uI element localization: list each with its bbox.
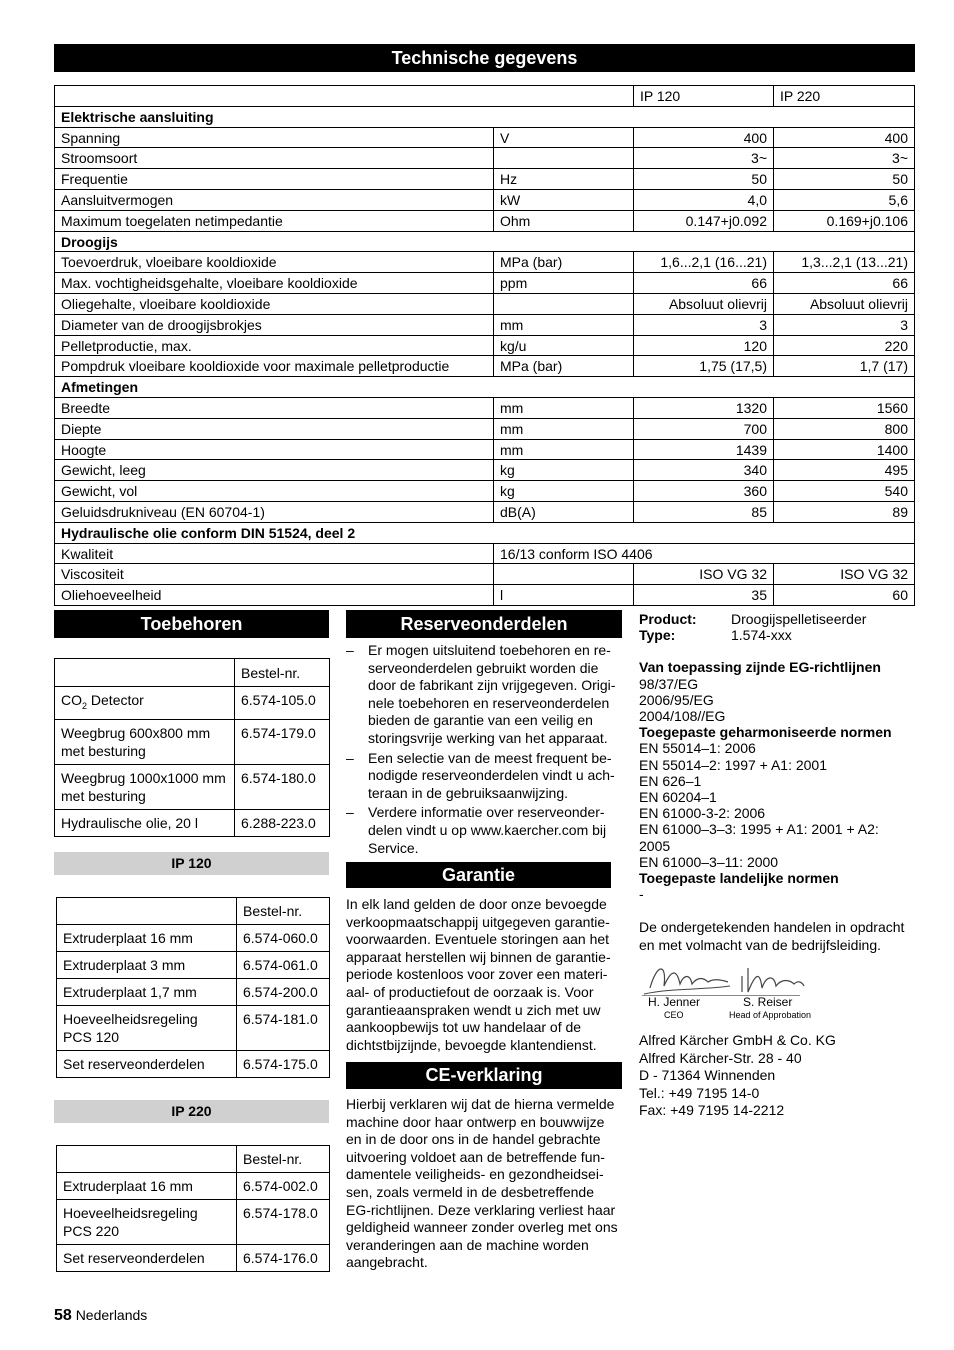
table-cell: Max. vochtigheidsgehalte, vloeibare kooldioxide <box>55 273 494 294</box>
part-name: Extruderplaat 1,7 mm <box>57 979 237 1006</box>
table-cell: 66 <box>774 273 915 294</box>
table-cell: Elektrische aansluiting <box>55 106 915 127</box>
table-cell: ppm <box>494 273 634 294</box>
table-cell: 1,7 (17) <box>774 356 915 377</box>
table-cell: Gewicht, leeg <box>55 460 494 481</box>
address-line: Tel.: +49 7195 14-0 <box>639 1084 760 1101</box>
table-row <box>55 314 915 335</box>
table-row <box>55 293 915 314</box>
type-value: 1.574-xxx <box>731 627 792 644</box>
table-cell: Kwaliteit <box>55 543 494 564</box>
table-cell: mm <box>494 439 634 460</box>
part-name: Hoeveelheidsregeling PCS 120 <box>57 1006 237 1051</box>
table-cell: Toevoerdruk, vloeibare kooldioxide <box>55 252 494 273</box>
signer2-role: Head of Approbation <box>729 1010 812 1020</box>
spare-parts-heading: Reserveonderdelen <box>346 610 622 638</box>
table-cell: 50 <box>634 169 774 190</box>
table-cell: 5,6 <box>774 189 915 210</box>
table-cell: 50 <box>774 169 915 190</box>
table-row <box>55 418 915 439</box>
ip220-table <box>56 1145 330 1272</box>
page-number: 58 <box>54 1307 72 1324</box>
table-cell <box>494 293 634 314</box>
norm-item: EN 61000–3–11: 2000 <box>639 853 779 870</box>
page-footer <box>54 1307 147 1325</box>
table-cell: kW <box>494 189 634 210</box>
part-name: Extruderplaat 16 mm <box>57 1173 237 1200</box>
directive-item: 2006/95/EG <box>639 691 714 708</box>
table-cell: mm <box>494 314 634 335</box>
accessory-nr: 6.574-105.0 <box>235 687 330 720</box>
table-cell: 1320 <box>634 397 774 418</box>
directive-item: 2004/108//EG <box>639 708 726 725</box>
table-row <box>55 252 915 273</box>
table-cell: Diepte <box>55 418 494 439</box>
table-cell: 3 <box>774 314 915 335</box>
address-line: D - 71364 Winnenden <box>639 1067 776 1084</box>
page-title: Technische gegevens <box>54 44 915 72</box>
table-cell: MPa (bar) <box>494 252 634 273</box>
table-cell: Hydraulische olie conform DIN 51524, deel 2 <box>55 522 915 543</box>
table-cell: 1,3...2,1 (13...21) <box>774 252 915 273</box>
spec-table <box>54 85 915 606</box>
address-line: Fax: +49 7195 14-2212 <box>639 1102 785 1119</box>
national-title: Toegepaste landelijke normen <box>639 870 839 887</box>
table-cell: mm <box>494 397 634 418</box>
table-cell: Ohm <box>494 210 634 231</box>
type-row <box>639 627 924 643</box>
co2-prefix: CO <box>61 692 82 708</box>
table-cell: 3~ <box>634 148 774 169</box>
table-cell: 400 <box>634 127 774 148</box>
table-cell: 66 <box>634 273 774 294</box>
table-row <box>55 127 915 148</box>
table-cell: 0.147+j0.092 <box>634 210 774 231</box>
address-line: Alfred Kärcher-Str. 28 - 40 <box>639 1049 802 1066</box>
table-row <box>55 564 915 585</box>
signer2-name: S. Reiser <box>743 995 793 1009</box>
national-value: - <box>639 886 644 903</box>
table-cell: Geluidsdrukniveau (EN 60704-1) <box>55 501 494 522</box>
table-cell: Diameter van de droogijsbrokjes <box>55 314 494 335</box>
part-nr: 6.574-061.0 <box>237 952 330 979</box>
list-item: – Verdere informatie over reserveonder-delen vindt u op www.kaercher.com bij Service. <box>346 804 622 857</box>
norms-title: Toegepaste geharmoniseerde normen <box>639 724 892 741</box>
table-cell: 3~ <box>774 148 915 169</box>
norm-item: EN 626–1 <box>639 772 702 789</box>
spare-parts-list <box>346 642 622 859</box>
accessory-name: Weegbrug 600x800 mm met besturing <box>55 719 235 764</box>
accessories-heading: Toebehoren <box>54 610 329 638</box>
table-cell: 0.169+j0.106 <box>774 210 915 231</box>
section-row <box>55 522 915 543</box>
norm-item: EN 55014–2: 1997 + A1: 2001 <box>639 756 827 773</box>
table-cell: kg/u <box>494 335 634 356</box>
table-header: Bestel-nr. <box>235 659 330 687</box>
table-cell: 60 <box>774 585 915 606</box>
norm-item: EN 61000-3-2: 2006 <box>639 805 766 822</box>
norm-item: EN 55014–1: 2006 <box>639 740 756 757</box>
table-cell: kg <box>494 460 634 481</box>
table-cell: Pelletproductie, max. <box>55 335 494 356</box>
norm-item: EN 61000–3–3: 1995 + A1: 2001 + A2: 2005 <box>639 821 879 854</box>
table-cell: Hoogte <box>55 439 494 460</box>
table-cell: 4,0 <box>634 189 774 210</box>
section-row <box>55 231 915 252</box>
table-cell: mm <box>494 418 634 439</box>
product-label: Product: <box>639 611 697 627</box>
table-row <box>55 501 915 522</box>
directive-item: 98/37/EG <box>639 675 699 692</box>
table-cell: Maximum toegelaten netimpedantie <box>55 210 494 231</box>
table-cell: 85 <box>634 501 774 522</box>
table-cell: Pompdruk vloeibare kooldioxide voor maximale pelletproductie <box>55 356 494 377</box>
table-cell: kg <box>494 481 634 502</box>
signer1-name: H. Jenner <box>648 995 701 1009</box>
table-cell <box>494 148 634 169</box>
part-name: Extruderplaat 3 mm <box>57 952 237 979</box>
ip120-heading: IP 120 <box>54 852 329 875</box>
table-row <box>55 543 915 564</box>
table-cell: Oliehoeveelheid <box>55 585 494 606</box>
table-cell: Droogijs <box>55 231 915 252</box>
table-cell: 1,75 (17,5) <box>634 356 774 377</box>
accessory-name <box>55 687 235 720</box>
table-header-empty <box>55 659 235 687</box>
part-nr: 6.574-200.0 <box>237 979 330 1006</box>
table-cell: Breedte <box>55 397 494 418</box>
table-cell: Gewicht, vol <box>55 481 494 502</box>
table-cell: Hz <box>494 169 634 190</box>
accessories-table <box>54 658 330 837</box>
table-cell: Spanning <box>55 127 494 148</box>
ip220-heading: IP 220 <box>54 1100 329 1123</box>
table-cell: 1439 <box>634 439 774 460</box>
accessory-nr: 6.574-179.0 <box>235 719 330 764</box>
table-cell: Oliegehalte, vloeibare kooldioxide <box>55 293 494 314</box>
table-cell: V <box>494 127 634 148</box>
part-name: Set reserveonderdelen <box>57 1051 237 1078</box>
table-cell: ISO VG 32 <box>774 564 915 585</box>
table-cell: 540 <box>774 481 915 502</box>
company-address <box>639 1032 919 1120</box>
table-cell: 35 <box>634 585 774 606</box>
table-cell <box>494 564 634 585</box>
table-row <box>55 585 915 606</box>
declaration <box>639 611 924 902</box>
table-row <box>55 439 915 460</box>
accessory-nr: 6.574-180.0 <box>235 764 330 809</box>
part-nr: 6.574-002.0 <box>237 1173 330 1200</box>
table-header-empty <box>57 898 237 925</box>
table-row <box>55 273 915 294</box>
table-row <box>55 397 915 418</box>
co2-suffix: Detector <box>87 692 144 708</box>
list-item: – Er mogen uitsluitend toebehoren en re-serveonderdelen gebruikt worden die door de fabrikant zijn vrijgegeven. Origi-nele toebehoren en reserveonderdelen bieden de garantie van een veilig en storingsvrije werking van het apparaat. <box>346 642 622 748</box>
table-cell: dB(A) <box>494 501 634 522</box>
product-value: Droogijspelletiseerder <box>731 611 867 627</box>
signature-reiser <box>736 962 806 998</box>
address-line: Alfred Kärcher GmbH & Co. KG <box>639 1032 836 1048</box>
table-cell: Frequentie <box>55 169 494 190</box>
table-row <box>55 148 915 169</box>
table-cell: 1560 <box>774 397 915 418</box>
signature-jenner <box>642 958 732 998</box>
ce-heading: CE-verklaring <box>346 1062 622 1089</box>
ce-text: Hierbij verklaren wij dat de hierna vermelde machine door haar ontwerp en bouwwijze en in de door ons in de handel gebrachte uitvoering voldoet aan de betreffende fun-damentele veiligheids- en gezondheidsei-sen, zoals vermeld in de desbetreffende EG-richtlijnen. Deze verklaring verliest haar geldigheid wanneer zonder overleg met ons veranderingen aan de machine worden aangebracht. <box>346 1096 618 1271</box>
table-cell: IP 120 <box>634 86 774 107</box>
table-header-empty <box>57 1146 237 1173</box>
list-item: – Een selectie van de meest frequent be-nodigde reserveonderdelen vindt u ach-teraan in de gebruiksaanwijzing. <box>346 750 622 803</box>
accessory-nr: 6.288-223.0 <box>235 809 330 836</box>
co2-sub: 2 <box>82 700 88 711</box>
table-cell <box>55 86 634 107</box>
table-row <box>55 481 915 502</box>
accessory-name: Weegbrug 1000x1000 mm met besturing <box>55 764 235 809</box>
table-cell: 360 <box>634 481 774 502</box>
part-nr: 6.574-176.0 <box>237 1245 330 1272</box>
table-header: Bestel-nr. <box>237 1146 330 1173</box>
table-header: Bestel-nr. <box>237 898 330 925</box>
table-row <box>55 460 915 481</box>
table-cell: IP 220 <box>774 86 915 107</box>
signing-text: De ondergetekenden handelen in opdracht en met volmacht van de bedrijfsleiding. <box>639 919 905 953</box>
part-name: Hoeveelheidsregeling PCS 220 <box>57 1200 237 1245</box>
table-row <box>55 210 915 231</box>
table-cell: 340 <box>634 460 774 481</box>
part-name: Extruderplaat 16 mm <box>57 925 237 952</box>
table-cell: Afmetingen <box>55 377 915 398</box>
signer1-role: CEO <box>664 1010 684 1020</box>
table-cell: Aansluitvermogen <box>55 189 494 210</box>
part-nr: 6.574-181.0 <box>237 1006 330 1051</box>
table-cell: 495 <box>774 460 915 481</box>
table-cell: Viscositeit <box>55 564 494 585</box>
product-row <box>639 611 924 627</box>
footer-language: Nederlands <box>75 1307 148 1323</box>
table-cell: Absoluut olievrij <box>774 293 915 314</box>
table-cell: 16/13 conform ISO 4406 <box>494 543 915 564</box>
accessory-name: Hydraulische olie, 20 l <box>55 809 235 836</box>
part-nr: 6.574-175.0 <box>237 1051 330 1078</box>
table-row <box>55 169 915 190</box>
table-cell: l <box>494 585 634 606</box>
table-cell: 220 <box>774 335 915 356</box>
type-label: Type: <box>639 627 676 644</box>
directives-title: Van toepassing zijnde EG-richtlijnen <box>639 659 881 676</box>
table-cell: 800 <box>774 418 915 439</box>
table-header-row <box>55 86 915 107</box>
section-row <box>55 106 915 127</box>
table-cell: 3 <box>634 314 774 335</box>
table-cell: MPa (bar) <box>494 356 634 377</box>
ip120-table <box>56 897 330 1078</box>
table-cell: 700 <box>634 418 774 439</box>
table-cell: 89 <box>774 501 915 522</box>
part-nr: 6.574-178.0 <box>237 1200 330 1245</box>
table-cell: 120 <box>634 335 774 356</box>
table-cell: Absoluut olievrij <box>634 293 774 314</box>
table-row <box>55 189 915 210</box>
warranty-heading: Garantie <box>346 862 611 888</box>
table-cell: 1400 <box>774 439 915 460</box>
norm-item: EN 60204–1 <box>639 789 717 806</box>
table-row <box>55 335 915 356</box>
table-cell: ISO VG 32 <box>634 564 774 585</box>
table-cell: 400 <box>774 127 915 148</box>
table-cell: Stroomsoort <box>55 148 494 169</box>
table-row <box>55 356 915 377</box>
part-nr: 6.574-060.0 <box>237 925 330 952</box>
table-cell: 1,6...2,1 (16...21) <box>634 252 774 273</box>
section-row <box>55 377 915 398</box>
warranty-text: In elk land gelden de door onze bevoegde verkoopmaatschappij uitgegeven garantie-voorwaarden. Eventuele storingen aan het apparaat herstellen wij binnen de garantie-periode kostenloos voor zover een materi-aal- of productiefout de oorzaak is. Voor garantieaanspraken wendt u zich met uw aankoopbewijs tot uw handelaar of de dichtstbijzijnde, bevoegde klantendienst. <box>346 896 611 1053</box>
part-name: Set reserveonderdelen <box>57 1245 237 1272</box>
